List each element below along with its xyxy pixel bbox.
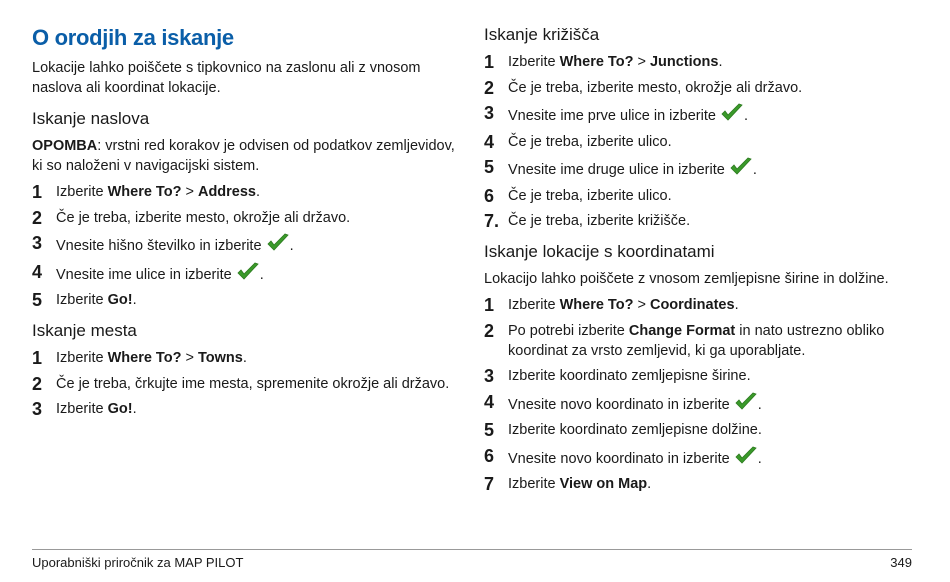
- coords-intro: Lokacijo lahko poiščete z vnosom zemljepisne širine in dolžine.: [484, 271, 889, 287]
- list-item: [32, 348, 457, 368]
- coords-heading: Iskanje lokacije s koordinatami: [484, 242, 715, 261]
- list-item: [32, 399, 457, 419]
- junction-heading: Iskanje križišča: [484, 25, 600, 44]
- step-number: 6: [484, 185, 495, 206]
- step-text-part: .: [743, 108, 748, 124]
- list-item: [484, 295, 904, 315]
- step-text-part: .: [256, 184, 261, 200]
- note-text: : vrstni red korakov je odvisen od podatkov zemljevidov, ki so naloženi v navigacijski sistem.: [32, 138, 455, 174]
- list-item: [484, 211, 904, 231]
- step-text: Če je treba, izberite mesto, okrožje ali državo.: [508, 79, 803, 96]
- list-item: [484, 446, 904, 469]
- step-text-part: Vnesite hišno številko in izberite: [56, 238, 262, 254]
- step-text-part: Vnesite novo koordinato in izberite: [508, 396, 730, 413]
- page-footer: [32, 549, 912, 570]
- step-text: [508, 392, 904, 415]
- step-text: [508, 446, 904, 469]
- menu-label: Address: [197, 184, 256, 200]
- list-item: [32, 374, 457, 394]
- menu-label: Where To?: [107, 350, 182, 366]
- menu-label: Coordinates: [649, 297, 735, 313]
- menu-label: View on Map: [559, 476, 648, 492]
- step-number: 1: [484, 52, 495, 72]
- checkmark-icon: [734, 446, 758, 466]
- step-number: 2: [484, 77, 495, 98]
- menu-label: Go!: [107, 401, 133, 417]
- note-label: OPOMBA: [32, 138, 98, 154]
- footer-manual-title: Uporabniški priročnik za MAP PILOT: [32, 555, 244, 570]
- list-item: [484, 420, 904, 440]
- step-text: [56, 290, 457, 310]
- step-text-part: .: [132, 292, 137, 308]
- menu-label: Towns: [197, 350, 243, 366]
- list-item: [484, 132, 904, 152]
- step-text: [508, 157, 904, 180]
- step-text-part: .: [757, 396, 762, 413]
- step-text-part: .: [647, 476, 652, 492]
- list-item: [484, 52, 904, 72]
- step-text-part: >: [633, 297, 650, 313]
- step-text-part: Izberite: [508, 54, 560, 70]
- list-item: [32, 208, 457, 228]
- step-number: 2: [32, 373, 43, 394]
- list-item: [484, 392, 904, 415]
- step-number: 7: [484, 474, 495, 494]
- step-text: [508, 52, 904, 72]
- step-number: 3: [484, 103, 495, 123]
- step-text: [56, 399, 457, 419]
- step-text: Če je treba, izberite ulico.: [508, 187, 672, 204]
- list-item: [484, 78, 904, 98]
- list-item: [484, 103, 904, 126]
- step-text-part: Izberite: [508, 476, 560, 492]
- left-column: [32, 24, 457, 429]
- step-text-part: .: [259, 266, 264, 283]
- step-text: [508, 321, 904, 361]
- step-number: 5: [484, 420, 495, 440]
- step-text-part: Vnesite ime prve ulice in izberite: [508, 108, 716, 124]
- city-steps: [32, 348, 457, 419]
- checkmark-icon: [236, 262, 260, 282]
- list-item: [484, 186, 904, 206]
- page-title: O orodjih za iskanje: [32, 25, 234, 50]
- step-number: 7.: [484, 211, 500, 231]
- list-item: [32, 290, 457, 310]
- step-number: 2: [484, 320, 495, 341]
- right-column: [484, 24, 904, 504]
- step-text-part: .: [132, 401, 137, 417]
- list-item: [32, 262, 457, 285]
- step-text: Izberite koordinato zemljepisne dolžine.: [508, 422, 762, 438]
- step-text: [56, 182, 457, 202]
- menu-label: Where To?: [559, 297, 634, 313]
- step-number: 1: [32, 348, 43, 368]
- list-item: [484, 366, 904, 386]
- step-text-part: Izberite: [56, 184, 108, 200]
- list-item: [32, 233, 457, 256]
- step-text-part: Vnesite ime druge ulice in izberite: [508, 162, 725, 178]
- checkmark-icon: [729, 157, 753, 177]
- step-text: [508, 295, 904, 315]
- step-text-part: in nato ustrezno obliko koordinat za vrsto zemljevid, ki ga uporabljate.: [508, 322, 885, 359]
- step-text-part: >: [633, 54, 650, 70]
- step-number: 5: [484, 157, 495, 177]
- address-heading: Iskanje naslova: [32, 109, 150, 128]
- step-text-part: .: [757, 450, 762, 467]
- address-note: [32, 136, 457, 176]
- list-item: [484, 157, 904, 180]
- step-text-part: .: [242, 350, 247, 366]
- step-text-part: Izberite: [56, 401, 108, 417]
- checkmark-icon: [266, 233, 290, 253]
- step-text: Če je treba, izberite križišče.: [508, 213, 691, 229]
- step-text: [508, 103, 904, 126]
- step-number: 3: [32, 233, 43, 253]
- step-text: [56, 262, 457, 285]
- intro-text: Lokacije lahko poiščete s tipkovnico na zaslonu ali z vnosom naslova ali koordinat lokacije.: [32, 60, 421, 96]
- step-number: 4: [32, 261, 43, 282]
- step-text: Če je treba, izberite mesto, okrožje ali državo.: [56, 209, 351, 226]
- step-text: [56, 348, 457, 368]
- list-item: [32, 182, 457, 202]
- list-item: [484, 321, 904, 361]
- step-text-part: .: [718, 54, 723, 70]
- checkmark-icon: [734, 392, 758, 412]
- step-text: [56, 233, 457, 256]
- step-text: [508, 474, 904, 494]
- city-heading: Iskanje mesta: [32, 321, 137, 340]
- step-text-part: .: [289, 238, 294, 254]
- step-number: 2: [32, 207, 43, 228]
- menu-label: Go!: [107, 292, 133, 308]
- step-text-part: Izberite: [56, 350, 108, 366]
- step-text-part: >: [181, 184, 198, 200]
- step-text-part: .: [752, 162, 757, 178]
- step-number: 1: [484, 295, 495, 315]
- step-text-part: .: [734, 297, 739, 313]
- step-text-part: >: [181, 350, 198, 366]
- step-number: 4: [484, 391, 495, 412]
- step-text-part: Izberite: [56, 292, 108, 308]
- menu-label: Junctions: [649, 54, 719, 70]
- menu-label: Where To?: [107, 184, 182, 200]
- address-steps: [32, 182, 457, 310]
- step-number: 1: [32, 182, 43, 202]
- step-text-part: Po potrebi izberite: [508, 322, 629, 339]
- step-text-part: Vnesite novo koordinato in izberite: [508, 450, 730, 467]
- step-number: 4: [484, 131, 495, 152]
- step-text-part: Izberite: [508, 297, 560, 313]
- step-number: 3: [484, 366, 495, 386]
- step-number: 6: [484, 445, 495, 466]
- checkmark-icon: [720, 103, 744, 123]
- junction-steps: [484, 52, 904, 231]
- step-text: Če je treba, izberite ulico.: [508, 133, 672, 150]
- menu-label: Change Format: [628, 322, 736, 339]
- step-text: Če je treba, črkujte ime mesta, spremenite okrožje ali državo.: [56, 375, 450, 392]
- menu-label: Where To?: [559, 54, 634, 70]
- step-text-part: Vnesite ime ulice in izberite: [56, 266, 232, 283]
- step-number: 5: [32, 290, 43, 310]
- list-item: [484, 474, 904, 494]
- page-number: 349: [890, 555, 912, 570]
- step-number: 3: [32, 399, 43, 419]
- step-text: Izberite koordinato zemljepisne širine.: [508, 368, 751, 384]
- coords-steps: [484, 295, 904, 494]
